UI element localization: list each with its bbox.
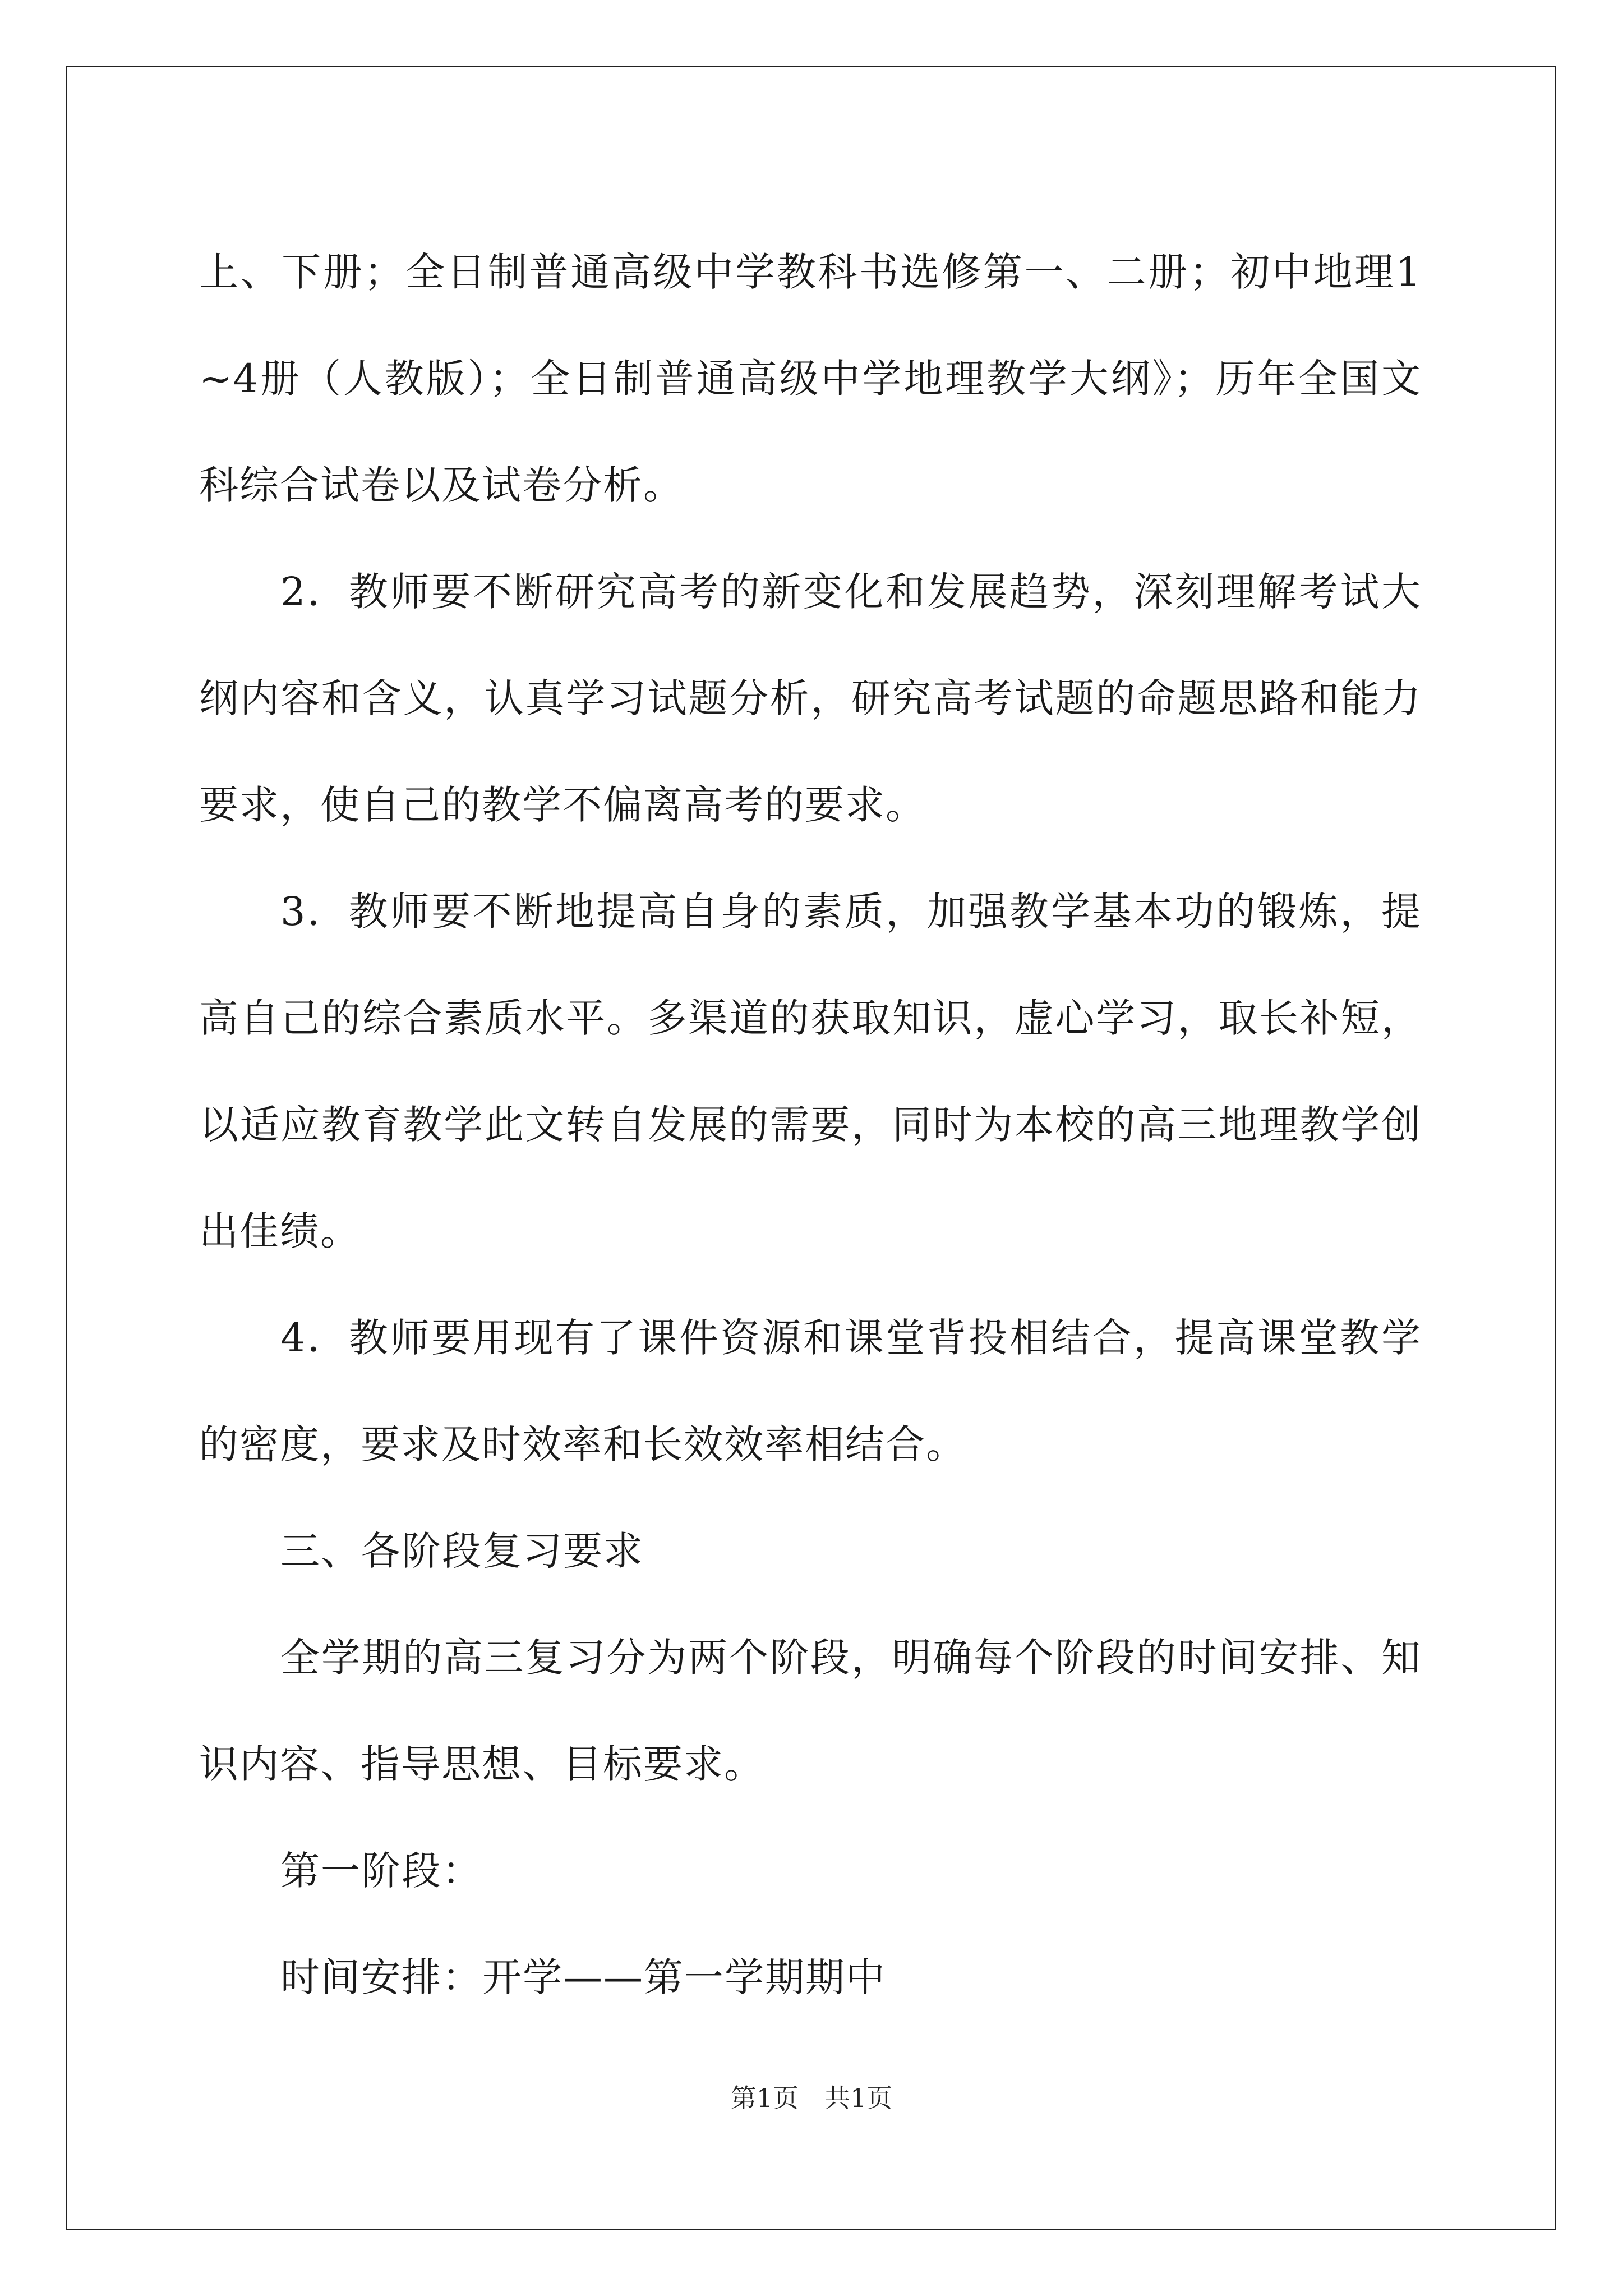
page-number: 第1页 — [730, 2083, 799, 2113]
paragraph-6: 全学期的高三复习分为两个阶段，明确每个阶段的时间安排、知识内容、指导思想、目标要求。 — [199, 1635, 1422, 1787]
schedule-line: 时间安排：开学——第一学期期中 — [280, 1954, 886, 2000]
paragraph-1: 上、下册；全日制普通高级中学教科书选修第一、二册；初中地理1~4册（人教版）；全日制普通高级中学地理教学大纲》；历年全国文科综合试卷以及试卷分析。 — [199, 249, 1422, 508]
paragraph-2: 2．教师要不断研究高考的新变化和发展趋势，深刻理解考试大纲内容和含义，认真学习试题分析，研究高考试题的命题思路和能力要求，使自己的教学不偏离高考的要求。 — [199, 569, 1422, 828]
paragraph-4: 4．教师要用现有了课件资源和课堂背投相结合，提高课堂教学的密度，要求及时效率和长效效率相结合。 — [199, 1315, 1422, 1467]
stage-label: 第一阶段： — [280, 1848, 482, 1894]
page-footer — [0, 2081, 1623, 2115]
document-body — [199, 219, 1422, 2031]
paragraph-3: 3．教师要不断地提高自身的素质，加强教学基本功的锻炼，提高自己的综合素质水平。多渠道的获取知识，虚心学习，取长补短，以适应教育教学此文转自发展的需要，同时为本校的高三地理教学创出佳绩。 — [199, 889, 1422, 1254]
page-total: 共1页 — [824, 2083, 893, 2113]
section-heading: 三、各阶段复习要求 — [280, 1528, 644, 1574]
